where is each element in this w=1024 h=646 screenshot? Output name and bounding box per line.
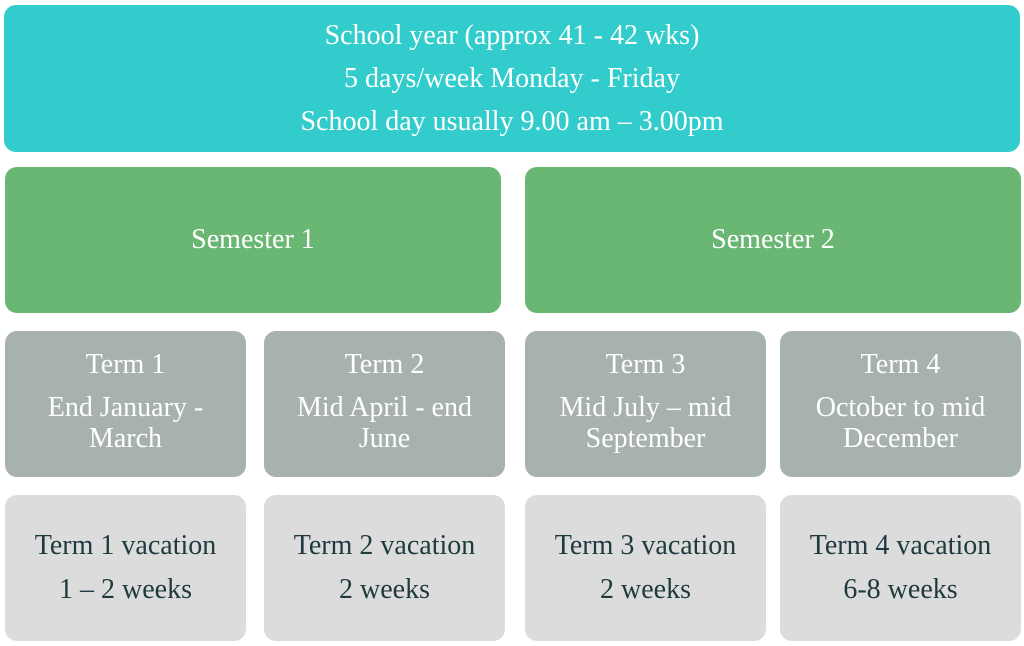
term-2-vacation-title: Term 2 vacation xyxy=(293,530,476,561)
term-3-period-line-1: Mid July – mid xyxy=(559,392,732,423)
semester-1-box xyxy=(5,167,501,313)
school-day-line: School day usually 9.00 am – 3.00pm xyxy=(300,106,724,137)
term-4-box xyxy=(780,331,1021,477)
term-4-vacation-duration: 6-8 weeks xyxy=(843,574,958,605)
term-4-vacation-box xyxy=(780,495,1021,641)
term-1-period-line-2: March xyxy=(88,423,163,454)
school-year-line: School year (approx 41 - 42 wks) xyxy=(324,20,700,51)
term-2-box xyxy=(264,331,505,477)
term-2-period-line-2: June xyxy=(358,423,411,454)
term-1-vacation-box xyxy=(5,495,246,641)
term-1-vacation-duration: 1 – 2 weeks xyxy=(59,574,192,605)
term-2-title: Term 2 xyxy=(344,349,425,380)
term-1-title: Term 1 xyxy=(85,349,166,380)
term-4-period-line-1: October to mid xyxy=(815,392,986,423)
term-1-vacation-title: Term 1 vacation xyxy=(34,530,217,561)
term-1-box xyxy=(5,331,246,477)
semester-1-label: Semester 1 xyxy=(191,224,315,255)
term-3-vacation-box xyxy=(525,495,766,641)
school-week-line: 5 days/week Monday - Friday xyxy=(344,63,680,94)
term-2-vacation-duration: 2 weeks xyxy=(339,574,430,605)
term-3-vacation-title: Term 3 vacation xyxy=(554,530,737,561)
term-3-period-line-2: September xyxy=(585,423,706,454)
school-year-box xyxy=(4,5,1020,152)
term-4-vacation-title: Term 4 vacation xyxy=(809,530,992,561)
semester-2-box xyxy=(525,167,1021,313)
term-1-period-line-1: End January - xyxy=(47,392,204,423)
term-3-box xyxy=(525,331,766,477)
term-2-vacation-box xyxy=(264,495,505,641)
term-2-period-line-1: Mid April - end xyxy=(297,392,472,423)
semester-2-label: Semester 2 xyxy=(711,224,835,255)
term-4-title: Term 4 xyxy=(860,349,941,380)
term-4-period-line-2: December xyxy=(842,423,959,454)
term-3-vacation-duration: 2 weeks xyxy=(600,574,691,605)
term-3-title: Term 3 xyxy=(605,349,686,380)
